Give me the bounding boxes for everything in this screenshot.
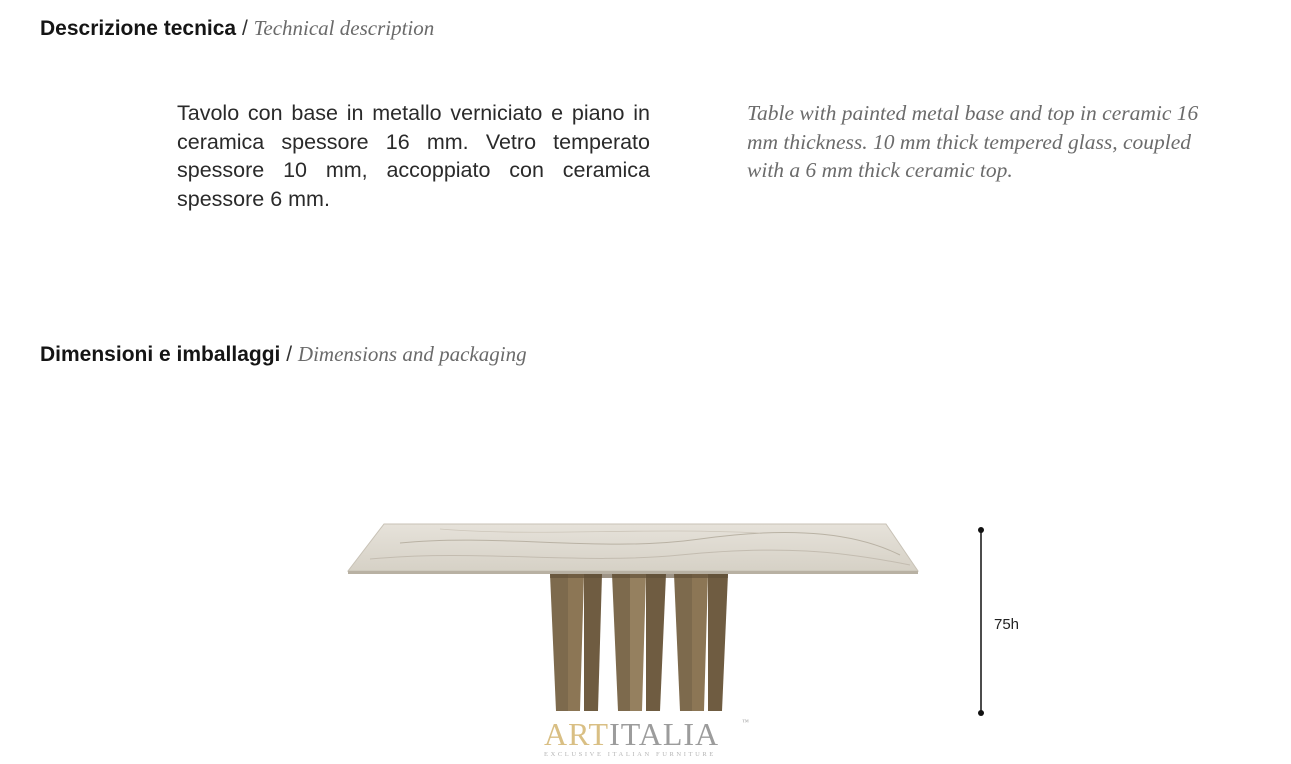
table-illustration	[340, 515, 930, 715]
heading-separator: /	[241, 17, 248, 40]
dimensions-heading	[40, 342, 527, 367]
brand-name	[544, 716, 754, 752]
height-label: 75h	[994, 616, 1020, 633]
brand-tagline: EXCLUSIVE ITALIAN FURNITURE	[544, 751, 716, 758]
trademark-symbol: ™	[742, 718, 749, 726]
height-dimension-line	[970, 525, 992, 719]
brand-name-italia: ITALIA	[609, 716, 720, 752]
technical-description-heading	[40, 16, 434, 41]
table-top	[348, 524, 918, 574]
heading-italian: Descrizione tecnica	[40, 17, 237, 40]
technical-description-english: Table with painted metal base and top in ceramic 16 mm thickness. 10 mm thick tempered glass, coupled with a 6 mm thick ceramic top.	[747, 101, 1199, 182]
technical-description-italian: Tavolo con base in metallo verniciato e piano in ceramica spessore 16 mm. Vetro temperato spessore 10 mm, accoppiato con ceramica spessore 6 mm.	[177, 101, 650, 211]
brand-logo	[544, 716, 754, 758]
brand-name-art: ART	[544, 716, 610, 752]
heading-separator: /	[286, 343, 293, 366]
heading-italian: Dimensioni e imballaggi	[40, 343, 281, 366]
heading-english: Dimensions and packaging	[297, 342, 527, 366]
table-base	[550, 574, 728, 711]
heading-english: Technical description	[253, 16, 435, 40]
